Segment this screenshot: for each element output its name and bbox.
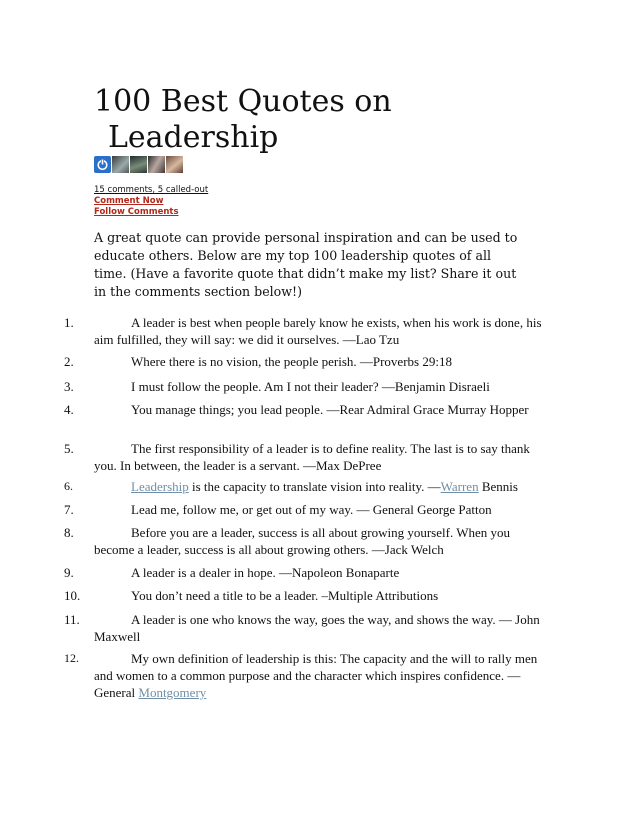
quote-text: A leader is a dealer in hope. —Napoleon Bonaparte [131,565,400,580]
comment-now-link[interactable]: Comment Now [94,196,164,206]
title-line-2: Leadership [108,120,279,155]
quote-text: Lead me, follow me, or get out of my way. — General George Patton [131,502,492,517]
quote-number: 2. [64,354,74,369]
quote-text [94,650,549,701]
quote-text: You don’t need a title to be a leader. –Multiple Attributions [131,588,439,603]
quote-number: 6. [64,479,73,493]
quote-number: 10. [64,588,81,603]
follower-avatars [94,156,184,173]
quote-text-middle: is the capacity to translate vision into reality. — [188,479,441,494]
avatar[interactable] [166,156,183,173]
quote-text: The first responsibility of a leader is to define reality. The last is to say thank you. In between, the leader is a servant. —Max DePree [94,441,530,473]
follow-comments-link[interactable]: Follow Comments [94,207,179,217]
quote-text: Where there is no vision, the people perish. —Proverbs 29:18 [131,354,452,369]
intro-paragraph: A great quote can provide personal inspiration and can be used to educate others. Below are my top 100 leadership quotes of all time. (Have a favorite quote that didn’t make my list? Share it out in the comments section below!) [94,230,518,299]
quote-number: 8. [64,525,74,540]
avatar[interactable] [112,156,129,173]
page-title [94,84,514,156]
leadership-link[interactable]: Leadership [131,479,189,494]
avatar[interactable] [130,156,147,173]
quote-number: 11. [64,612,80,627]
quote-text: You manage things; you lead people. —Rear Admiral Grace Murray Hopper [131,402,529,417]
title-line-1: 100 Best Quotes on [94,84,392,119]
quote-text-end: Bennis [478,479,518,494]
quote-text: A leader is one who knows the way, goes the way, and shows the way. — John Maxwell [94,612,540,644]
comments-count-link[interactable]: 15 comments, 5 called-out [94,185,209,195]
montgomery-link[interactable]: Montgomery [138,685,207,700]
quote-text [94,478,549,495]
quote-number: 9. [64,565,74,580]
quote-number: 1. [64,315,74,330]
quote-text: Before you are a leader, success is all about growing yourself. When you become a leader, success is all about growing others. —Jack Welch [94,525,511,557]
quote-number: 12. [64,651,79,665]
quote-number: 4. [64,402,74,417]
quote-text: A leader is best when people barely know he exists, when his work is done, his aim fulfilled, they will say: we did it ourselves. —Lao Tzu [94,315,542,347]
quote-text: I must follow the people. Am I not their leader? —Benjamin Disraeli [131,379,490,394]
warren-link[interactable]: Warren [440,479,479,494]
quote-number: 3. [64,379,74,394]
avatar[interactable] [148,156,165,173]
quote-number: 5. [64,441,74,456]
power-icon[interactable] [94,156,111,173]
comment-links [94,185,208,218]
quote-text-body: My own definition of leadership is this: The capacity and the will to rally men and women to a common purpose and the character which inspires confidence. —General [94,651,538,700]
quote-number: 7. [64,502,74,517]
